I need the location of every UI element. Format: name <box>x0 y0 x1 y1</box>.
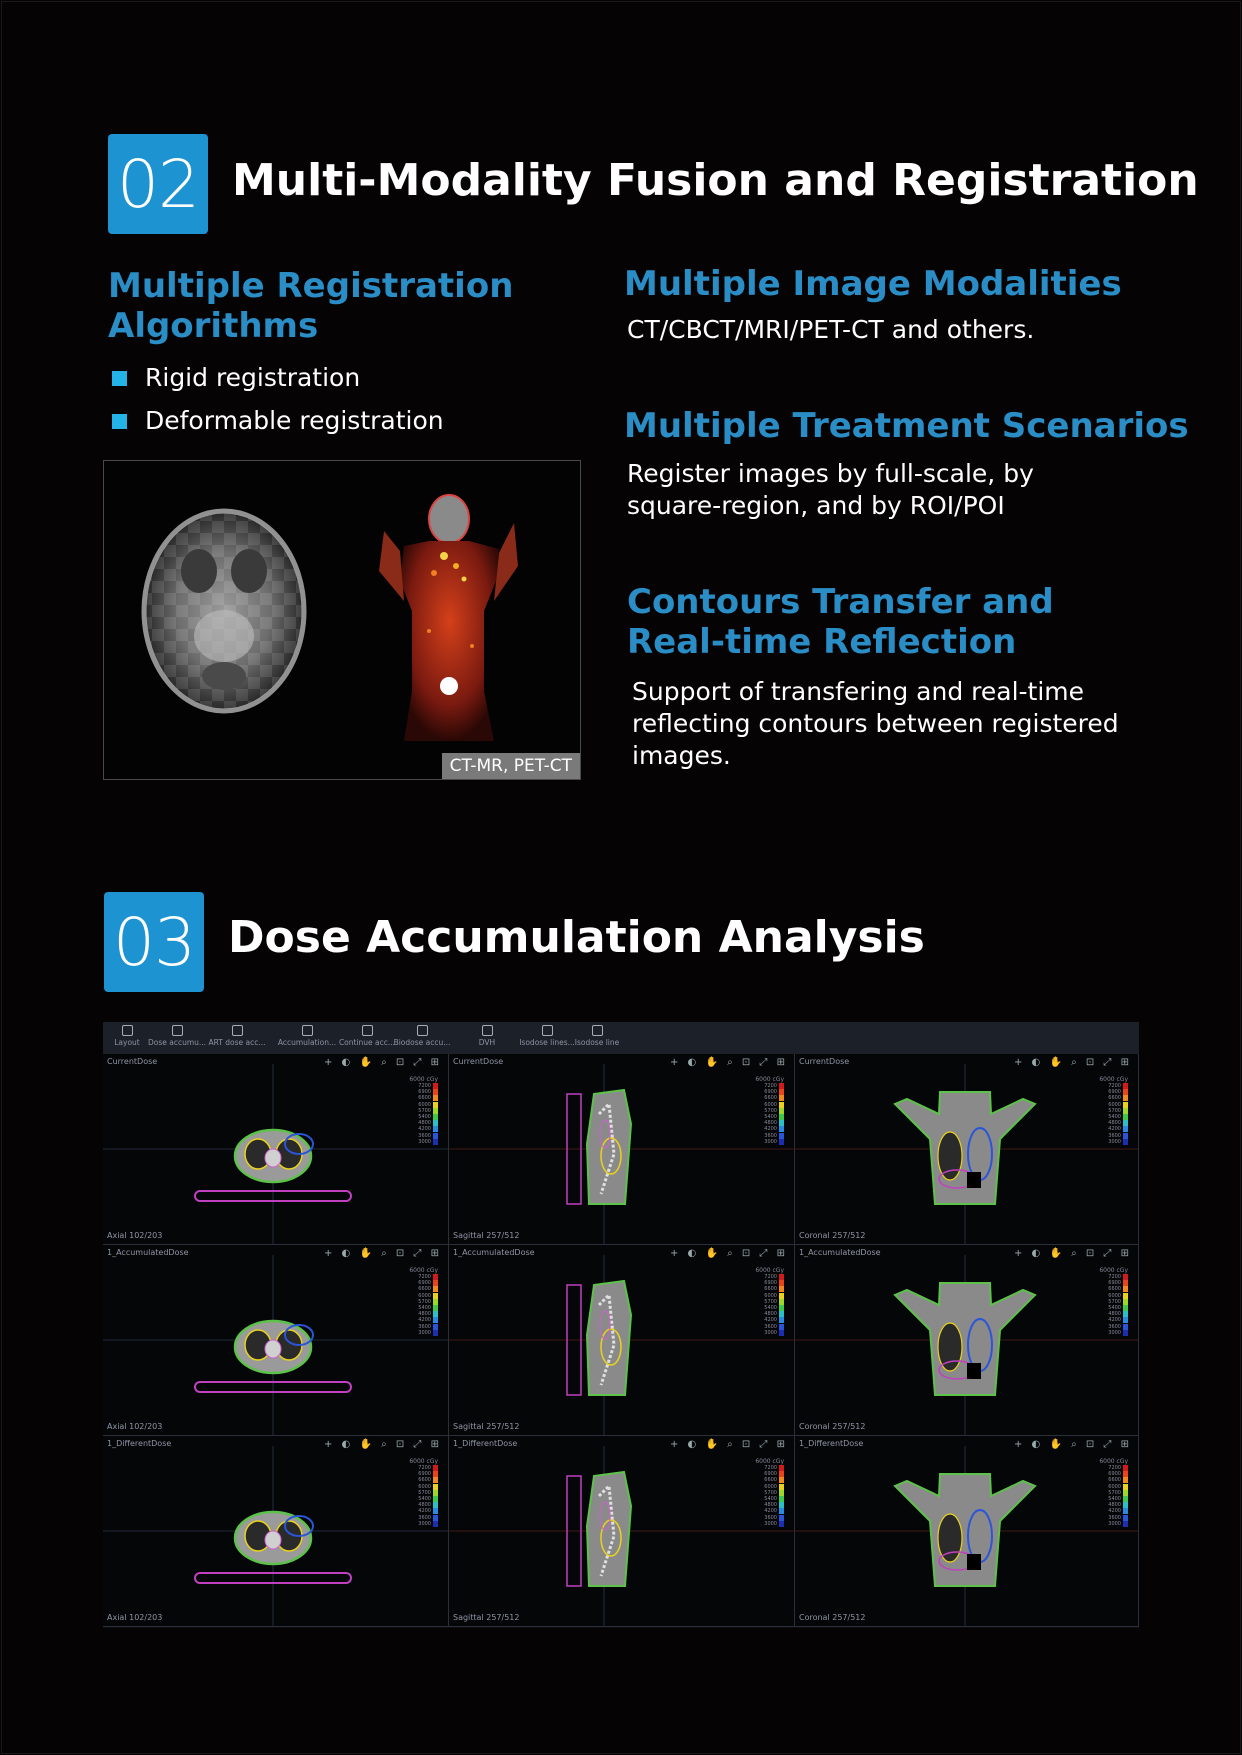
dose-unit: 6000 cGy <box>1099 1076 1128 1083</box>
isodose-level <box>754 1139 784 1145</box>
isodose-swatch <box>779 1108 784 1114</box>
isodose-legend <box>408 1267 438 1336</box>
viewport-slice-label: Axial 102/203 <box>107 1231 163 1240</box>
viewport-image <box>795 1054 1139 1245</box>
isodose-level <box>408 1139 438 1145</box>
viewport-image <box>449 1436 795 1627</box>
isodose-swatch <box>779 1484 784 1490</box>
isodose-value: 7200 <box>764 1465 777 1472</box>
isodose-value: 6600 <box>1108 1286 1121 1293</box>
viewport-title: CurrentDose <box>799 1057 850 1066</box>
heading-modalities: Multiple Image Modalities <box>624 264 1122 304</box>
isodose-value: 4800 <box>418 1311 431 1318</box>
viewport-tools-icon[interactable]: + ◐ ✋ ⌕ ⊡ ⤢ ⊞ <box>670 1248 788 1259</box>
isodose-level <box>408 1521 438 1527</box>
isodose-swatch <box>433 1305 438 1311</box>
isodose-value: 6900 <box>1108 1471 1121 1478</box>
isodose-swatch <box>1123 1133 1128 1139</box>
isodose-swatch <box>779 1126 784 1132</box>
isodose-value: 5700 <box>1108 1298 1121 1305</box>
isodose-swatch <box>1123 1299 1128 1305</box>
isodose-legend <box>408 1076 438 1145</box>
isodose-swatch <box>433 1502 438 1508</box>
isodose-value: 3600 <box>418 1323 431 1330</box>
isodose-value: 5700 <box>418 1107 431 1114</box>
viewport-slice-label: Coronal 257/512 <box>799 1231 866 1240</box>
viewport-0-0[interactable] <box>103 1054 449 1245</box>
isodose-value: 3600 <box>764 1323 777 1330</box>
section-title-dose: Dose Accumulation Analysis <box>228 912 925 963</box>
isodose-swatch <box>779 1280 784 1286</box>
dose-unit: 6000 cGy <box>755 1076 784 1083</box>
isodose-swatch <box>779 1324 784 1330</box>
isodose-swatch <box>1123 1330 1128 1336</box>
isodose-value: 4800 <box>764 1311 777 1318</box>
isodose-value: 5700 <box>418 1489 431 1496</box>
viewport-title: 1_AccumulatedDose <box>453 1248 535 1257</box>
isodose-legend <box>1098 1076 1128 1145</box>
viewport-title: 1_DifferentDose <box>453 1439 518 1448</box>
toolbar-label: DVH <box>478 1038 496 1047</box>
isodose-value: 6000 <box>1108 1101 1121 1108</box>
isodose-legend <box>1098 1458 1128 1527</box>
isodose-value: 6600 <box>418 1477 431 1484</box>
dose-accumulation-screenshot <box>103 1022 1139 1628</box>
isodose-value: 4800 <box>418 1502 431 1509</box>
isodose-swatch <box>433 1508 438 1514</box>
viewport-image <box>449 1054 795 1245</box>
isodose-value: 6600 <box>1108 1477 1121 1484</box>
isodose-value: 5400 <box>418 1305 431 1312</box>
isodose-value: 4800 <box>418 1120 431 1127</box>
viewport-tools-icon[interactable]: + ◐ ✋ ⌕ ⊡ ⤢ ⊞ <box>670 1439 788 1450</box>
isodose-swatch <box>433 1139 438 1145</box>
isodose-swatch <box>779 1317 784 1323</box>
isodose-level <box>408 1330 438 1336</box>
section-number-02: 02 <box>108 134 208 234</box>
viewport-image <box>103 1054 449 1245</box>
isodose-value: 3600 <box>764 1132 777 1139</box>
heading-scenarios: Multiple Treatment Scenarios <box>624 406 1189 446</box>
isodose-value: 6000 <box>1108 1292 1121 1299</box>
isodose-swatch <box>779 1515 784 1521</box>
isodose-swatch <box>779 1102 784 1108</box>
isodose-swatch <box>779 1330 784 1336</box>
isodose-value: 4200 <box>764 1317 777 1324</box>
viewport-tools-icon[interactable]: + ◐ ✋ ⌕ ⊡ ⤢ ⊞ <box>1014 1057 1132 1068</box>
isodose-swatch <box>1123 1502 1128 1508</box>
isodose-swatch <box>1123 1274 1128 1280</box>
isodose-value: 6000 <box>764 1292 777 1299</box>
viewport-image <box>103 1245 449 1436</box>
isodose-value: 7200 <box>418 1083 431 1090</box>
isodose-swatch <box>779 1490 784 1496</box>
isodose-swatch <box>1123 1490 1128 1496</box>
viewport-title: 1_AccumulatedDose <box>107 1248 189 1257</box>
isodose-swatch <box>433 1293 438 1299</box>
isodose-value: 5400 <box>764 1496 777 1503</box>
viewport-2-1[interactable] <box>449 1436 795 1627</box>
isodose-value: 6000 <box>418 1292 431 1299</box>
isodose-value: 4800 <box>1108 1502 1121 1509</box>
isodose-value: 3000 <box>1108 1138 1121 1145</box>
isodose-swatch <box>433 1515 438 1521</box>
isodose-value: 3000 <box>764 1138 777 1145</box>
isodose-swatch <box>1123 1102 1128 1108</box>
isodose-swatch <box>1123 1089 1128 1095</box>
isodose-level <box>1098 1330 1128 1336</box>
toolbar-icon <box>232 1025 243 1036</box>
viewport-slice-label: Axial 102/203 <box>107 1422 163 1431</box>
viewport-slice-label: Coronal 257/512 <box>799 1613 866 1622</box>
isodose-swatch <box>433 1484 438 1490</box>
isodose-swatch <box>1123 1484 1128 1490</box>
isodose-level <box>1098 1521 1128 1527</box>
isodose-value: 3000 <box>418 1520 431 1527</box>
isodose-swatch <box>779 1089 784 1095</box>
isodose-swatch <box>433 1108 438 1114</box>
isodose-value: 3000 <box>418 1329 431 1336</box>
isodose-level <box>1098 1139 1128 1145</box>
isodose-swatch <box>433 1477 438 1483</box>
isodose-value: 4200 <box>764 1126 777 1133</box>
isodose-swatch <box>433 1089 438 1095</box>
dose-unit: 6000 cGy <box>409 1267 438 1274</box>
isodose-swatch <box>1123 1120 1128 1126</box>
isodose-swatch <box>1123 1471 1128 1477</box>
isodose-swatch <box>1123 1293 1128 1299</box>
toolbar-icon <box>362 1025 373 1036</box>
isodose-swatch <box>1123 1139 1128 1145</box>
dose-unit: 6000 cGy <box>755 1458 784 1465</box>
isodose-value: 3000 <box>1108 1329 1121 1336</box>
viewport-image <box>449 1245 795 1436</box>
isodose-value: 5700 <box>764 1489 777 1496</box>
isodose-value: 3600 <box>1108 1514 1121 1521</box>
isodose-swatch <box>1123 1324 1128 1330</box>
viewport-1-2[interactable] <box>795 1245 1139 1436</box>
viewport-slice-label: Sagittal 257/512 <box>453 1231 520 1240</box>
isodose-value: 5400 <box>1108 1496 1121 1503</box>
isodose-swatch <box>1123 1477 1128 1483</box>
bullet-square-icon <box>112 371 127 386</box>
isodose-value: 7200 <box>418 1274 431 1281</box>
viewport-slice-label: Coronal 257/512 <box>799 1422 866 1431</box>
viewport-slice-label: Sagittal 257/512 <box>453 1613 520 1622</box>
toolbar-label: Isodose lines... <box>519 1038 575 1047</box>
dose-unit: 6000 cGy <box>1099 1458 1128 1465</box>
toolbar-label: ART dose acc... <box>208 1038 266 1047</box>
isodose-value: 6000 <box>1108 1483 1121 1490</box>
isodose-swatch <box>779 1274 784 1280</box>
isodose-swatch <box>1123 1508 1128 1514</box>
toolbar-icon <box>172 1025 183 1036</box>
isodose-value: 7200 <box>1108 1274 1121 1281</box>
isodose-level <box>754 1330 784 1336</box>
isodose-swatch <box>1123 1126 1128 1132</box>
isodose-swatch <box>1123 1114 1128 1120</box>
toolbar-icon <box>417 1025 428 1036</box>
isodose-swatch <box>1123 1108 1128 1114</box>
text-scenarios-line1: Register images by full-scale, by <box>627 459 1034 488</box>
isodose-swatch <box>1123 1521 1128 1527</box>
isodose-swatch <box>1123 1280 1128 1286</box>
viewport-2-0[interactable] <box>103 1436 449 1627</box>
toolbar-icon <box>592 1025 603 1036</box>
isodose-value: 6600 <box>764 1095 777 1102</box>
isodose-swatch <box>779 1120 784 1126</box>
viewport-tools-icon[interactable]: + ◐ ✋ ⌕ ⊡ ⤢ ⊞ <box>324 1248 442 1259</box>
toolbar-icon <box>302 1025 313 1036</box>
viewport-tools-icon[interactable]: + ◐ ✋ ⌕ ⊡ ⤢ ⊞ <box>324 1057 442 1068</box>
viewport-image <box>103 1436 449 1627</box>
toolbar-item-2[interactable] <box>201 1022 273 1054</box>
isodose-swatch <box>433 1324 438 1330</box>
viewport-tools-icon[interactable]: + ◐ ✋ ⌕ ⊡ ⤢ ⊞ <box>1014 1439 1132 1450</box>
isodose-value: 3600 <box>418 1514 431 1521</box>
isodose-swatch <box>433 1330 438 1336</box>
fusion-image <box>103 460 581 780</box>
isodose-value: 6000 <box>764 1483 777 1490</box>
section-number-03: 03 <box>104 892 204 992</box>
bullet-deformable: Deformable registration <box>145 406 444 435</box>
toolbar-item-8[interactable] <box>561 1022 633 1054</box>
isodose-value: 4800 <box>1108 1311 1121 1318</box>
viewport-2-2[interactable] <box>795 1436 1139 1627</box>
viewport-tools-icon[interactable]: + ◐ ✋ ⌕ ⊡ ⤢ ⊞ <box>324 1439 442 1450</box>
isodose-swatch <box>779 1471 784 1477</box>
isodose-value: 6900 <box>418 1089 431 1096</box>
isodose-value: 6600 <box>418 1286 431 1293</box>
toolbar-icon <box>482 1025 493 1036</box>
dose-unit: 6000 cGy <box>1099 1267 1128 1274</box>
isodose-swatch <box>779 1083 784 1089</box>
fusion-caption: CT-MR, PET-CT <box>442 753 580 779</box>
isodose-value: 5700 <box>764 1298 777 1305</box>
toolbar <box>103 1022 1139 1054</box>
isodose-value: 5400 <box>418 1114 431 1121</box>
isodose-swatch <box>1123 1317 1128 1323</box>
isodose-swatch <box>779 1465 784 1471</box>
section-title-fusion: Multi-Modality Fusion and Registration <box>232 155 1199 206</box>
viewport-0-2[interactable] <box>795 1054 1139 1245</box>
isodose-value: 5400 <box>764 1114 777 1121</box>
viewport-title: 1_AccumulatedDose <box>799 1248 881 1257</box>
isodose-value: 3000 <box>764 1329 777 1336</box>
viewport-1-1[interactable] <box>449 1245 795 1436</box>
isodose-swatch <box>779 1508 784 1514</box>
isodose-swatch <box>779 1311 784 1317</box>
isodose-legend <box>754 1458 784 1527</box>
isodose-swatch <box>433 1280 438 1286</box>
heading-registration-line2: Algorithms <box>108 306 319 346</box>
toolbar-label: Layout <box>114 1038 140 1047</box>
isodose-swatch <box>433 1465 438 1471</box>
dose-unit: 6000 cGy <box>409 1076 438 1083</box>
isodose-value: 4200 <box>1108 1317 1121 1324</box>
isodose-value: 3000 <box>1108 1520 1121 1527</box>
isodose-value: 5700 <box>1108 1489 1121 1496</box>
isodose-swatch <box>779 1293 784 1299</box>
isodose-value: 4200 <box>418 1317 431 1324</box>
isodose-value: 6000 <box>418 1483 431 1490</box>
isodose-value: 7200 <box>1108 1083 1121 1090</box>
isodose-swatch <box>433 1120 438 1126</box>
viewport-slice-label: Sagittal 257/512 <box>453 1422 520 1431</box>
heading-contours-line2: Real-time Reflection <box>627 622 1017 662</box>
isodose-swatch <box>779 1299 784 1305</box>
isodose-value: 6600 <box>1108 1095 1121 1102</box>
text-modalities: CT/CBCT/MRI/PET-CT and others. <box>627 315 1035 344</box>
text-contours-line1: Support of transfering and real-time <box>632 677 1085 706</box>
viewport-title: 1_DifferentDose <box>799 1439 864 1448</box>
isodose-legend <box>754 1267 784 1336</box>
isodose-swatch <box>779 1305 784 1311</box>
isodose-value: 3000 <box>418 1138 431 1145</box>
isodose-value: 4800 <box>764 1120 777 1127</box>
isodose-value: 6900 <box>418 1471 431 1478</box>
viewport-title: 1_DifferentDose <box>107 1439 172 1448</box>
isodose-swatch <box>779 1133 784 1139</box>
toolbar-label: Dose accumu... <box>147 1038 207 1047</box>
text-contours-line2: reflecting contours between registered <box>632 709 1119 738</box>
text-scenarios-line2: square-region, and by ROI/POI <box>627 491 1005 520</box>
dose-unit: 6000 cGy <box>409 1458 438 1465</box>
isodose-value: 6900 <box>764 1280 777 1287</box>
viewport-tools-icon[interactable]: + ◐ ✋ ⌕ ⊡ ⤢ ⊞ <box>1014 1248 1132 1259</box>
isodose-value: 4200 <box>1108 1508 1121 1515</box>
bullet-rigid: Rigid registration <box>145 363 361 392</box>
isodose-swatch <box>1123 1095 1128 1101</box>
toolbar-label: Isodose line <box>574 1038 620 1047</box>
isodose-swatch <box>1123 1496 1128 1502</box>
isodose-value: 5400 <box>1108 1305 1121 1312</box>
isodose-value: 5400 <box>418 1496 431 1503</box>
isodose-value: 7200 <box>418 1465 431 1472</box>
isodose-swatch <box>433 1496 438 1502</box>
isodose-swatch <box>433 1317 438 1323</box>
isodose-value: 6000 <box>764 1101 777 1108</box>
viewport-slice-label: Axial 102/203 <box>107 1613 163 1622</box>
isodose-value: 5400 <box>1108 1114 1121 1121</box>
isodose-swatch <box>1123 1305 1128 1311</box>
viewport-image <box>795 1245 1139 1436</box>
isodose-swatch <box>779 1521 784 1527</box>
isodose-value: 6900 <box>1108 1280 1121 1287</box>
isodose-swatch <box>433 1490 438 1496</box>
isodose-value: 4800 <box>764 1502 777 1509</box>
isodose-swatch <box>1123 1286 1128 1292</box>
isodose-value: 6600 <box>764 1286 777 1293</box>
viewport-title: CurrentDose <box>107 1057 158 1066</box>
isodose-value: 5700 <box>418 1298 431 1305</box>
isodose-value: 3600 <box>418 1132 431 1139</box>
isodose-legend <box>408 1458 438 1527</box>
isodose-swatch <box>433 1521 438 1527</box>
isodose-value: 6900 <box>764 1089 777 1096</box>
isodose-swatch <box>1123 1311 1128 1317</box>
isodose-value: 6000 <box>418 1101 431 1108</box>
toolbar-label: Continue acc... <box>338 1038 396 1047</box>
viewport-1-0[interactable] <box>103 1245 449 1436</box>
isodose-value: 5400 <box>764 1305 777 1312</box>
isodose-swatch <box>433 1274 438 1280</box>
isodose-swatch <box>433 1299 438 1305</box>
isodose-value: 7200 <box>1108 1465 1121 1472</box>
isodose-value: 5700 <box>764 1107 777 1114</box>
text-contours-line3: images. <box>632 741 731 770</box>
isodose-value: 4200 <box>1108 1126 1121 1133</box>
isodose-value: 6900 <box>418 1280 431 1287</box>
isodose-value: 6600 <box>764 1477 777 1484</box>
isodose-swatch <box>779 1095 784 1101</box>
isodose-swatch <box>433 1133 438 1139</box>
isodose-swatch <box>779 1114 784 1120</box>
isodose-swatch <box>433 1471 438 1477</box>
isodose-value: 4800 <box>1108 1120 1121 1127</box>
heading-registration-line1: Multiple Registration <box>108 266 514 306</box>
isodose-swatch <box>433 1095 438 1101</box>
isodose-value: 6600 <box>418 1095 431 1102</box>
isodose-swatch <box>433 1083 438 1089</box>
isodose-value: 5700 <box>1108 1107 1121 1114</box>
isodose-swatch <box>433 1102 438 1108</box>
isodose-value: 4200 <box>418 1126 431 1133</box>
toolbar-icon <box>122 1025 133 1036</box>
isodose-swatch <box>1123 1515 1128 1521</box>
isodose-value: 6900 <box>764 1471 777 1478</box>
isodose-swatch <box>779 1139 784 1145</box>
isodose-swatch <box>1123 1465 1128 1471</box>
viewport-tools-icon[interactable]: + ◐ ✋ ⌕ ⊡ ⤢ ⊞ <box>670 1057 788 1068</box>
toolbar-icon <box>542 1025 553 1036</box>
isodose-value: 6900 <box>1108 1089 1121 1096</box>
isodose-value: 3600 <box>1108 1323 1121 1330</box>
isodose-swatch <box>779 1286 784 1292</box>
fusion-illustration <box>104 461 581 780</box>
isodose-swatch <box>433 1114 438 1120</box>
isodose-swatch <box>433 1311 438 1317</box>
toolbar-label: Biodose accu... <box>393 1038 451 1047</box>
isodose-swatch <box>779 1502 784 1508</box>
isodose-swatch <box>1123 1083 1128 1089</box>
toolbar-label: Accumulation... <box>277 1038 337 1047</box>
isodose-value: 4200 <box>764 1508 777 1515</box>
isodose-legend <box>754 1076 784 1145</box>
isodose-value: 3600 <box>764 1514 777 1521</box>
isodose-value: 7200 <box>764 1274 777 1281</box>
isodose-value: 3600 <box>1108 1132 1121 1139</box>
isodose-swatch <box>779 1477 784 1483</box>
toolbar-item-5[interactable] <box>386 1022 458 1054</box>
viewport-0-1[interactable] <box>449 1054 795 1245</box>
heading-contours-line1: Contours Transfer and <box>627 582 1054 622</box>
isodose-swatch <box>779 1496 784 1502</box>
isodose-swatch <box>433 1286 438 1292</box>
isodose-swatch <box>433 1126 438 1132</box>
isodose-value: 7200 <box>764 1083 777 1090</box>
dose-unit: 6000 cGy <box>755 1267 784 1274</box>
isodose-legend <box>1098 1267 1128 1336</box>
isodose-level <box>754 1521 784 1527</box>
isodose-value: 4200 <box>418 1508 431 1515</box>
viewport-image <box>795 1436 1139 1627</box>
viewport-title: CurrentDose <box>453 1057 504 1066</box>
isodose-value: 3000 <box>764 1520 777 1527</box>
bullet-square-icon <box>112 414 127 429</box>
